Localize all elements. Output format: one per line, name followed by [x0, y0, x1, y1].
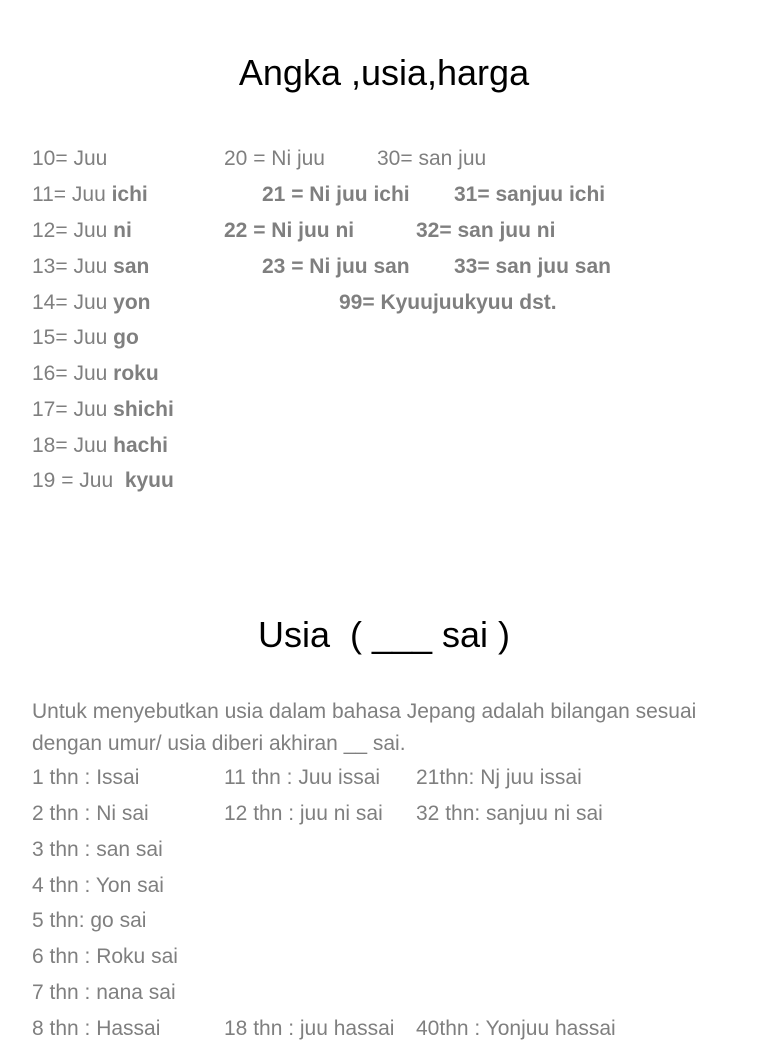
number-line-99: 99= Kyuujuukyuu dst.	[339, 291, 557, 314]
number-word: roku	[113, 362, 159, 385]
number-word: san	[113, 255, 150, 278]
number-word: yon	[113, 291, 151, 314]
number-line-32: 32= san juu ni	[416, 219, 556, 242]
number-word: shichi	[113, 398, 174, 421]
age-line: 11 thn : Juu issai	[224, 766, 381, 789]
number-line-13	[32, 254, 149, 280]
age-line: 40thn : Yonjuu hassai	[416, 1017, 616, 1040]
number-text: 10= Juu	[32, 147, 108, 170]
number-line-33: 33= san juu san	[454, 255, 611, 278]
number-line-10	[32, 146, 107, 172]
age-line: 21thn: Nj juu issai	[416, 766, 582, 789]
number-word: go	[113, 326, 139, 349]
slide-title: Angka ,usia,harga	[238, 52, 530, 93]
number-word: hachi	[113, 434, 169, 457]
number-text: 19 = Juu	[32, 469, 125, 492]
number-line-16	[32, 361, 159, 387]
number-text: 14= Juu	[32, 291, 114, 314]
age-line: 18 thn : juu hassai	[224, 1017, 395, 1040]
age-line: 2 thn : Ni sai	[32, 802, 149, 825]
number-line-20: 20 = Ni juu	[224, 147, 325, 170]
number-line-15	[32, 325, 139, 351]
age-line: 3 thn : san sai	[32, 838, 163, 861]
number-text: 15= Juu	[32, 326, 114, 349]
slide-usia	[0, 560, 768, 1040]
number-text: 11= Juu	[32, 183, 112, 206]
number-line-21: 21 = Ni juu ichi	[262, 183, 410, 206]
age-line: 4 thn : Yon sai	[32, 874, 164, 897]
number-line-19	[32, 468, 174, 494]
slide-title: Usia ( ___ sai )	[257, 614, 511, 655]
number-word: kyuu	[124, 469, 174, 492]
number-line-11	[32, 182, 148, 208]
number-text: 16= Juu	[32, 362, 114, 385]
number-line-31: 31= sanjuu ichi	[454, 183, 606, 206]
age-line: 32 thn: sanjuu ni sai	[416, 802, 603, 825]
number-text: 17= Juu	[32, 398, 114, 421]
number-line-12	[32, 218, 132, 244]
number-text: 18= Juu	[32, 434, 114, 457]
number-line-17	[32, 397, 174, 423]
age-line: 6 thn : Roku sai	[32, 945, 178, 968]
age-line: 1 thn : Issai	[32, 766, 140, 789]
number-text: 12= Juu	[32, 219, 114, 242]
age-line: 12 thn : juu ni sai	[224, 802, 383, 825]
number-line-23: 23 = Ni juu san	[262, 255, 410, 278]
number-word: ni	[113, 219, 132, 242]
age-line: 8 thn : Hassai	[32, 1017, 161, 1040]
number-line-22: 22 = Ni juu ni	[224, 219, 355, 242]
age-line: 5 thn: go sai	[32, 909, 147, 932]
number-word: ichi	[111, 183, 148, 206]
number-line-30: 30= san juu	[377, 147, 487, 170]
intro-paragraph: Untuk menyebutkan usia dalam bahasa Jepang adalah bilangan sesuai dengan umur/ usia diberi akhiran __ sai.	[32, 700, 697, 755]
age-line: 7 thn : nana sai	[32, 981, 176, 1004]
number-line-14	[32, 290, 151, 316]
number-line-18	[32, 433, 168, 459]
number-text: 13= Juu	[32, 255, 114, 278]
